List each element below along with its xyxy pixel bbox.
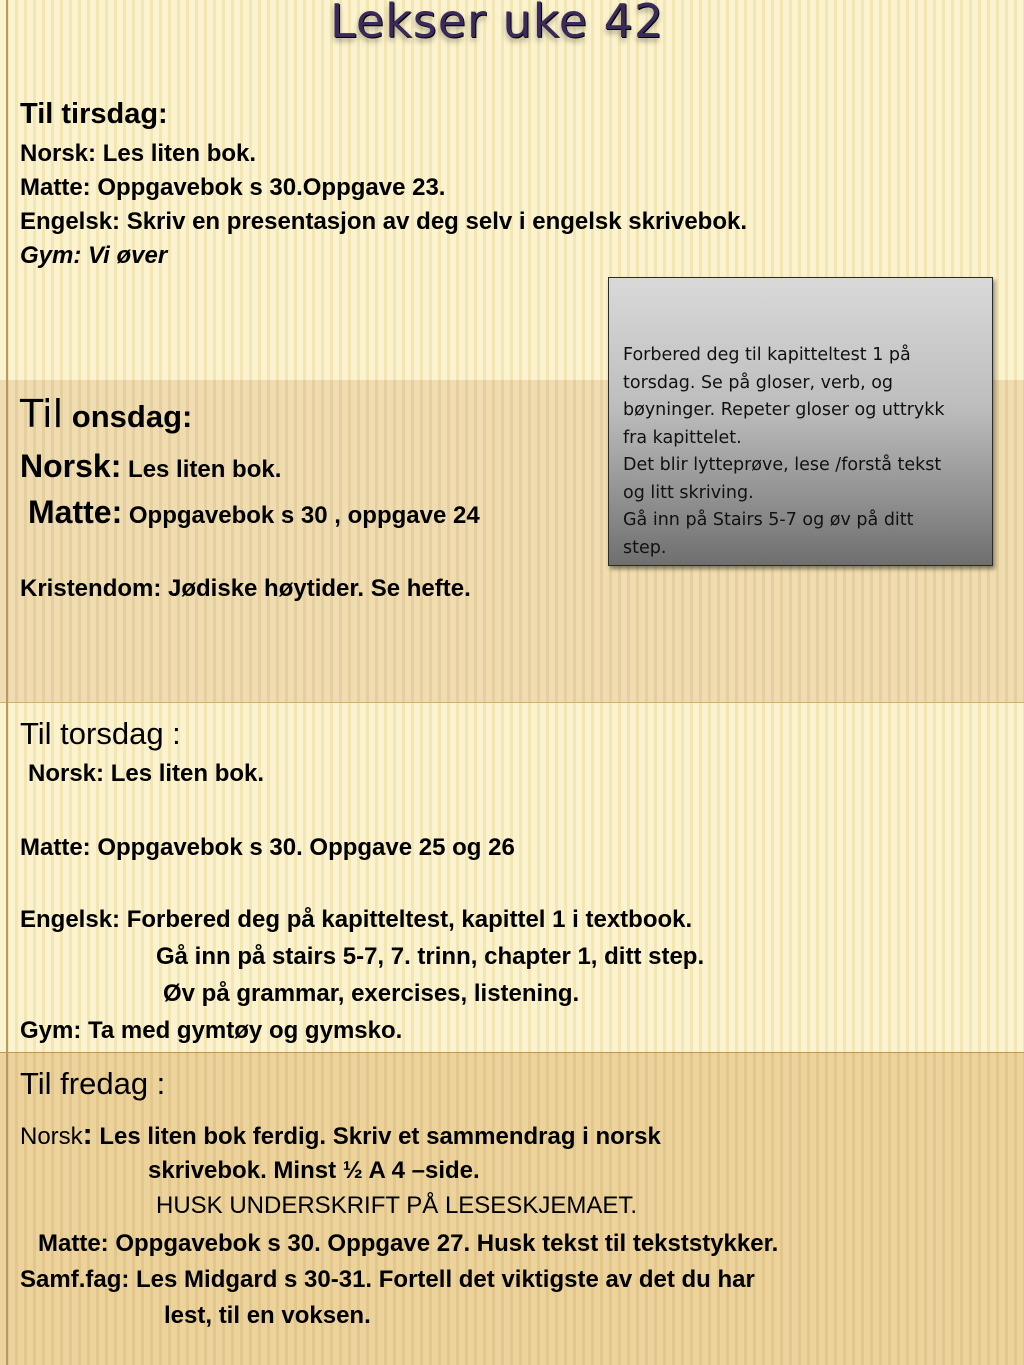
wednesday-matte-label: Matte: bbox=[28, 494, 123, 530]
note-line: torsdag. Se på gloser, verb, og bbox=[623, 372, 894, 393]
wednesday-heading-til: Til bbox=[20, 392, 64, 436]
note-line: Gå inn på Stairs 5-7 og øv på ditt bbox=[623, 510, 914, 530]
note-line: step. bbox=[623, 537, 667, 558]
page-title: Lekser uke 42 bbox=[330, 0, 665, 48]
friday-line-matte: Matte: Oppgavebok s 30. Oppgave 27. Husk tekst til tekststykker. bbox=[38, 1230, 779, 1257]
wednesday-heading bbox=[20, 392, 192, 436]
thursday-line-norsk: Norsk: Les liten bok. bbox=[28, 760, 265, 787]
left-border-line bbox=[6, 0, 8, 1365]
friday-norsk-label: Norsk bbox=[20, 1123, 83, 1150]
friday-line-skrivebok: skrivebok. Minst ½ A 4 –side. bbox=[148, 1157, 480, 1184]
friday-norsk-colon: : bbox=[82, 1118, 93, 1151]
friday-norsk-text: Les liten bok ferdig. Skriv et sammendrag i norsk bbox=[92, 1123, 661, 1150]
thursday-line-engelsk: Engelsk: Forbered deg på kapitteltest, kapittel 1 i textbook. bbox=[20, 906, 693, 933]
tuesday-line-norsk: Norsk: Les liten bok. bbox=[20, 140, 257, 167]
wednesday-heading-day: onsdag: bbox=[63, 399, 193, 434]
friday-heading: Til fredag : bbox=[20, 1066, 166, 1101]
note-line: Forbered deg til kapitteltest 1 på bbox=[623, 345, 911, 365]
wednesday-matte-text: Oppgavebok s 30 , oppgave 24 bbox=[122, 502, 480, 529]
friday-line-norsk bbox=[20, 1118, 661, 1152]
friday-line-husk: HUSK UNDERSKRIFT PÅ LESESKJEMAET. bbox=[156, 1192, 638, 1219]
tuesday-line-engelsk: Engelsk: Skriv en presentasjon av deg selv i engelsk skrivebok. bbox=[20, 208, 747, 235]
wednesday-norsk-label: Norsk: bbox=[20, 448, 122, 484]
thursday-line-stairs: Gå inn på stairs 5-7, 7. trinn, chapter 1, ditt step. bbox=[156, 943, 705, 970]
wednesday-line-norsk bbox=[20, 448, 281, 485]
thursday-heading: Til torsdag : bbox=[20, 716, 181, 751]
thursday-line-matte: Matte: Oppgavebok s 30. Oppgave 25 og 26 bbox=[20, 834, 515, 861]
tuesday-line-matte: Matte: Oppgavebok s 30.Oppgave 23. bbox=[20, 174, 446, 201]
wednesday-line-kristendom: Kristendom: Jødiske høytider. Se hefte. bbox=[20, 575, 471, 602]
note-line: Det blir lytteprøve, lese /forstå tekst bbox=[623, 455, 942, 475]
wednesday-line-matte bbox=[28, 494, 480, 531]
note-line: og litt skriving. bbox=[623, 482, 754, 503]
tuesday-heading: Til tirsdag: bbox=[20, 98, 168, 130]
wednesday-norsk-text: Les liten bok. bbox=[121, 456, 282, 483]
thursday-line-gym: Gym: Ta med gymtøy og gymsko. bbox=[20, 1017, 403, 1044]
test-reminder-note bbox=[608, 277, 993, 566]
note-line: fra kapittelet. bbox=[623, 427, 742, 448]
thursday-line-grammar: Øv på grammar, exercises, listening. bbox=[163, 980, 580, 1007]
tuesday-line-gym: Gym: Vi øver bbox=[20, 242, 168, 269]
note-line: bøyninger. Repeter gloser og uttrykk bbox=[623, 400, 945, 420]
friday-line-samfag: Samf.fag: Les Midgard s 30-31. Fortell det viktigste av det du har bbox=[20, 1266, 755, 1293]
friday-line-voksen: lest, til en voksen. bbox=[164, 1302, 371, 1329]
